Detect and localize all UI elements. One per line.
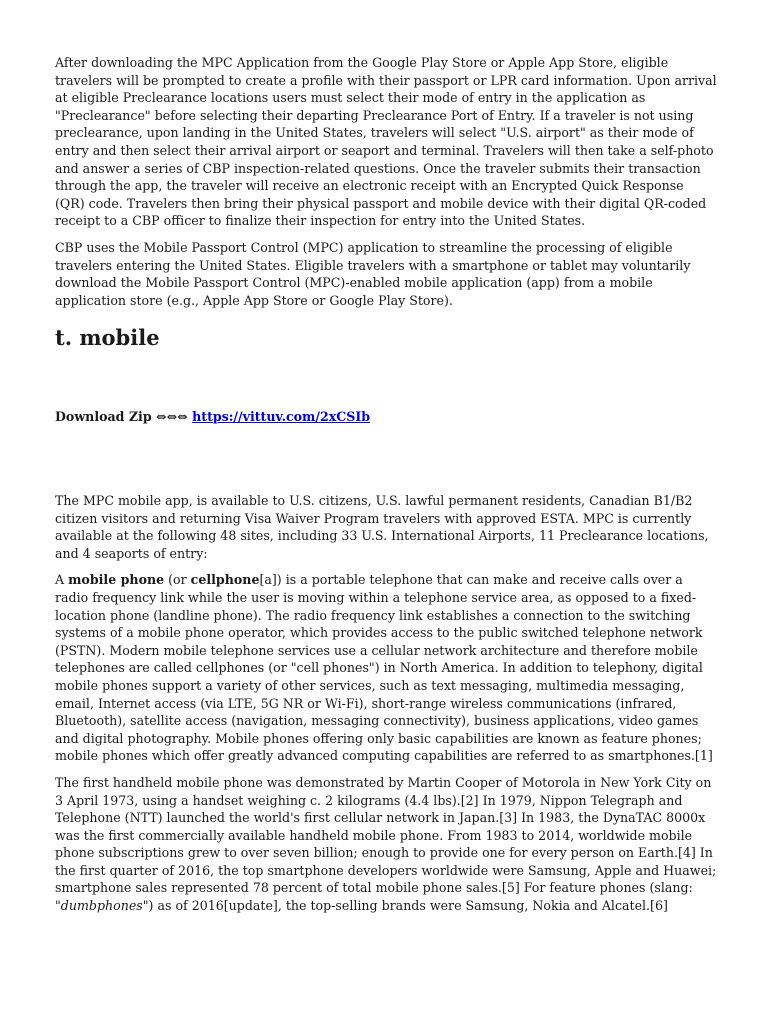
text-run: (or bbox=[164, 572, 191, 588]
bold-term-cellphone: cellphone bbox=[190, 572, 260, 588]
paragraph-mobile-phone-history bbox=[55, 774, 717, 915]
bold-term-mobile-phone: mobile phone bbox=[68, 572, 165, 588]
body-section bbox=[55, 492, 717, 924]
download-label: Download Zip bbox=[55, 409, 152, 424]
download-line bbox=[55, 408, 370, 426]
page-heading: t. mobile bbox=[55, 325, 160, 351]
download-arrows-icon: ⇔⇔⇔ bbox=[156, 409, 188, 424]
paragraph-cbp-mpc: CBP uses the Mobile Passport Control (MPC) application to streamline the processing of eligible travelers entering the United States. Eligible travelers with a smartphone or tablet may voluntarily download the Mobile Passport Control (MPC)-enabled mobile application (app) from a mobile application store (e.g., Apple App Store or Google Play Store). bbox=[55, 239, 691, 308]
text-run: A bbox=[55, 572, 69, 588]
download-link[interactable]: https://vittuv.com/2xCSIb bbox=[192, 409, 371, 424]
text-run: ") as of 2016[update], the top-selling brands were Samsung, Nokia and Alcatel.[6] bbox=[142, 898, 668, 914]
text-run: [a]) is a portable telephone that can make and receive calls over a radio frequency link while the user is moving within a telephone service area, as opposed to a fixed-location phone (landline phone). The radio frequency link establishes a connection to the switching systems of a mobile phone operator, which provides access to the public switched telephone network (PSTN). Modern mobile telephone services use a cellular network architecture and therefore mobile telephones are called cellphones (or "cell phones") in North America. In addition to telephony, digital mobile phones support a variety of other services, such as text messaging, multimedia messaging, email, Internet access (via LTE, 5G NR or Wi-Fi), short-range wireless communications (infrared, Bluetooth), satellite access (navigation, messaging connectivity), business applications, video games and digital photography. Mobile phones offering only basic capabilities are known as feature phones; mobile phones which offer greatly advanced computing capabilities are referred to as smartphones.[1] bbox=[55, 572, 713, 764]
italic-term-dumbphones: dumbphones bbox=[60, 898, 143, 914]
paragraph-mobile-phone-definition bbox=[55, 571, 717, 765]
paragraph-mpc-instructions: After downloading the MPC Application from the Google Play Store or Apple App Store, eligible travelers will be prompted to create a profile with their passport or LPR card information. Upon arrival at eligible Preclearance locations users must select their mode of entry in the application as "Preclearance" before selecting their departing Preclearance Port of Entry. If a traveler is not using preclearance, upon landing in the United States, travelers will select "U.S. airport" as their mode of entry and then select their arrival airport or seaport and terminal. Travelers will then take a self-photo and answer a series of CBP inspection-related questions. Once the traveler submits their transaction through the app, the traveler will receive an electronic receipt with an Encrypted Quick Response (QR) code. Travelers then bring their physical passport and mobile device with their digital QR-coded receipt to a CBP officer to finalize their inspection for entry into the United States. bbox=[55, 55, 717, 229]
text-run: The first handheld mobile phone was demonstrated by Martin Cooper of Motorola in New York City on 3 April 1973, using a handset weighing c. 2 kilograms (4.4 lbs).[2] In 1979, Nippon Telegraph and Telephone (NTT) launched the world's first cellular network in Japan.[3] In 1983, the DynaTAC 8000x was the first commercially available handheld mobile phone. From 1983 to 2014, worldwide mobile phone subscriptions grew to over seven billion; enough to provide one for every person on Earth.[4] In the first quarter of 2016, the top smartphone developers worldwide were Samsung, Apple and Huawei; smartphone sales represented 78 percent of total mobile phone sales.[5] For feature phones (slang: " bbox=[55, 774, 717, 914]
document-page bbox=[55, 54, 717, 914]
paragraph-mpc-availability: The MPC mobile app, is available to U.S. citizens, U.S. lawful permanent residents, Canadian B1/B2 citizen visitors and returning Visa Waiver Program travelers with approved ESTA. MPC is currently available at the following 48 sites, including 33 U.S. International Airports, 11 Preclearance locations, and 4 seaports of entry: bbox=[55, 493, 709, 561]
